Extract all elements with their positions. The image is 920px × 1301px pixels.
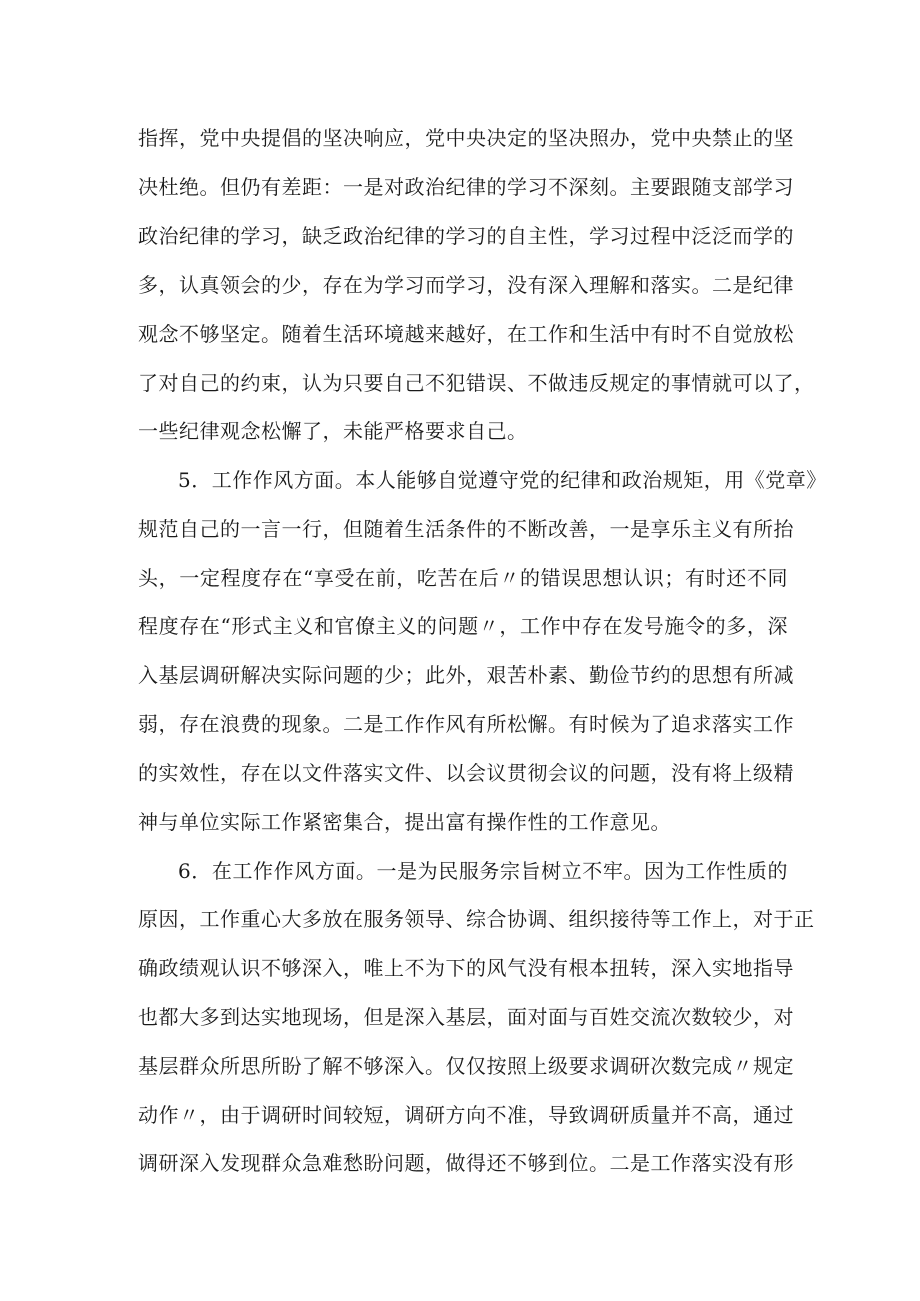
text-line: 一些纪律观念松懈了，未能严格要求自己。 — [138, 419, 528, 443]
text-line: 弱，存在浪费的现象。二是工作作风有所松懈。有时候为了追求落实工作 — [138, 712, 794, 736]
text-line: 决杜绝。但仍有差距：一是对政治纪律的学习不深刻。主要跟随支部学习 — [138, 175, 794, 199]
text-line: 指挥，党中央提倡的坚决响应，党中央决定的坚决照办，党中央禁止的坚 — [138, 126, 794, 150]
text-line: 调研深入发现群众急难愁盼问题，做得还不够到位。二是工作落实没有形 — [138, 1151, 794, 1175]
text-line: 原因，工作重心大多放在服务领导、综合协调、组织接待等工作上，对于正 — [138, 907, 815, 931]
text-line: 入基层调研解决实际问题的少；此外，艰苦朴素、勤俭节约的思想有所减 — [138, 663, 794, 687]
text-line: 6．在工作作风方面。一是为民服务宗旨树立不牢。因为工作性质的 — [178, 859, 788, 883]
text-line: 多，认真领会的少，存在为学习而学习，没有深入理解和落实。二是纪律 — [138, 273, 794, 297]
text-line: 程度存在“形式主义和官僚主义的问题〃，工作中存在发号施令的多，深 — [138, 614, 788, 638]
text-line: 规范自己的一言一行，但随着生活条件的不断改善，一是享乐主义有所抬 — [138, 517, 794, 541]
text-line: 了对自己的约束，认为只要自己不犯错误、不做违反规定的事情就可以了， — [138, 371, 815, 395]
text-line: 动作〃，由于调研时间较短，调研方向不准，导致调研质量并不高，通过 — [138, 1103, 794, 1127]
text-line: 政治纪律的学习，缺乏政治纪律的学习的自主性，学习过程中泛泛而学的 — [138, 224, 794, 248]
text-line: 观念不够坚定。随着生活环境越来越好，在工作和生活中有时不自觉放松 — [138, 322, 794, 346]
text-line: 5．工作作风方面。本人能够自觉遵守党的纪律和政治规矩，用《党章》 — [178, 468, 827, 492]
text-line: 头，一定程度存在“享受在前，吃苦在后〃的错误思想认识；有时还不同 — [138, 566, 788, 590]
text-line: 的实效性，存在以文件落实文件、以会议贯彻会议的问题，没有将上级精 — [138, 761, 794, 785]
text-line: 确政绩观认识不够深入，唯上不为下的风气没有根本扭转，深入实地指导 — [138, 956, 794, 980]
text-line: 神与单位实际工作紧密集合，提出富有操作性的工作意见。 — [138, 810, 671, 834]
text-line: 也都大多到达实地现场，但是深入基层，面对面与百姓交流次数较少，对 — [138, 1005, 794, 1029]
text-line: 基层群众所思所盼了解不够深入。仅仅按照上级要求调研次数完成〃规定 — [138, 1054, 794, 1078]
